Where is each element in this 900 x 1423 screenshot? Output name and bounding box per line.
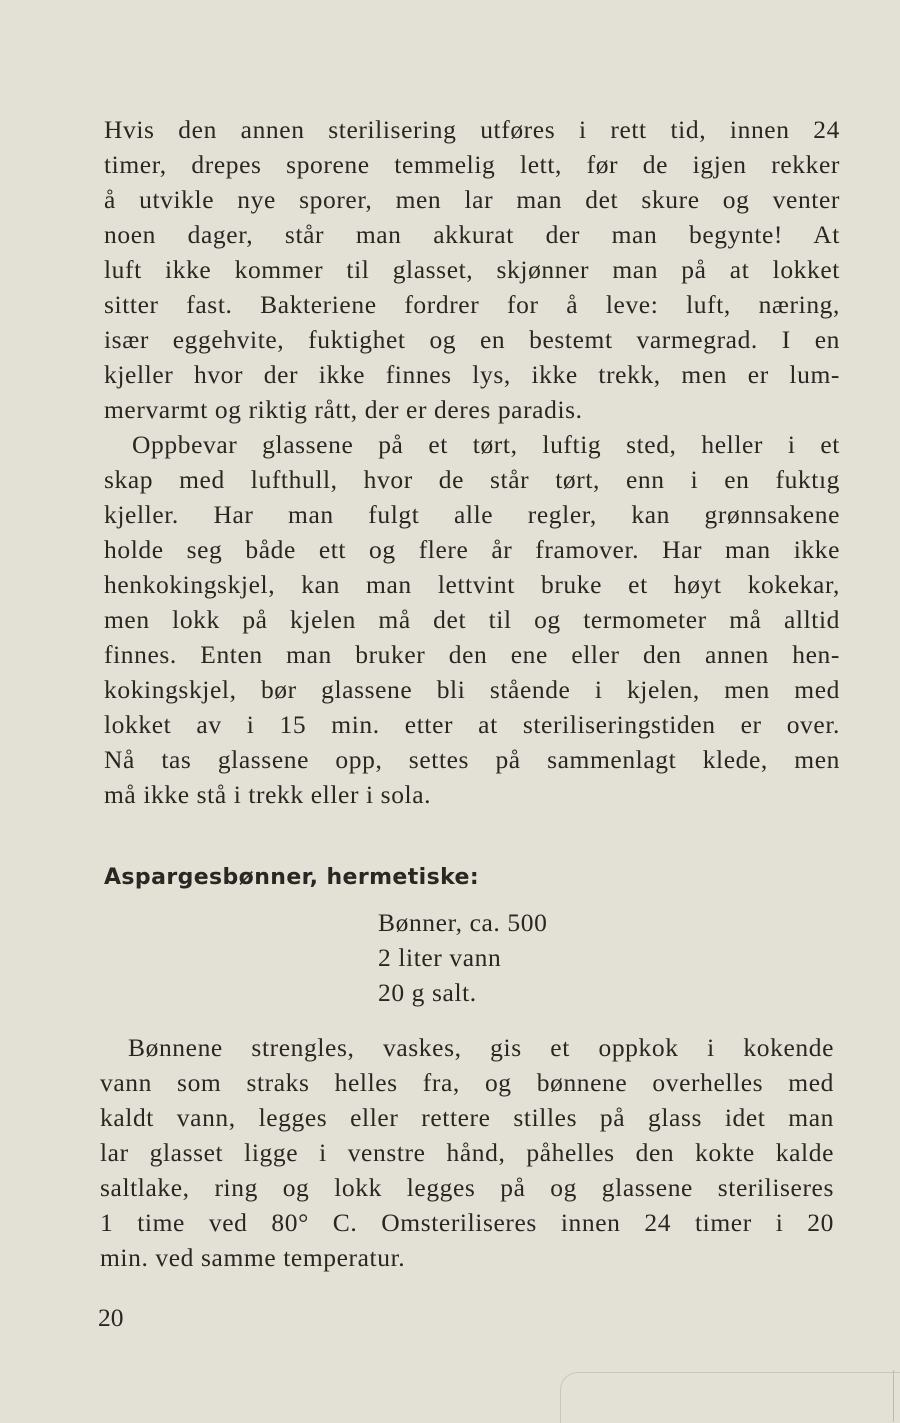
text-line: timer, drepes sporene temmelig lett, før de igjen rekker <box>104 150 840 179</box>
text-line: men lokk på kjelen må det til og termometer må alltid <box>104 605 840 634</box>
text-line: kokingskjel, bør glassene bli stående i kjelen, men med <box>104 675 840 704</box>
ingredient-item: 20 g salt. <box>378 978 477 1007</box>
text-line: skap med lufthull, hvor de står tørt, enn i en fuktıg <box>104 465 840 494</box>
text-line: holde seg både ett og flere år framover. Har man ikke <box>104 535 840 564</box>
text-line: må ikke stå i trekk eller i sola. <box>104 780 432 809</box>
text-line: mervarmt og riktig rått, der er deres paradis. <box>104 395 583 424</box>
text-line: sitter fast. Bakteriene fordrer for å leve: luft, næring, <box>104 290 840 319</box>
paragraph-storage <box>104 427 840 812</box>
text-line: luft ikke kommer til glasset, skjønner man på at lokket <box>104 255 840 284</box>
text-line: Hvis den annen sterilisering utføres i rett tid, innen 24 <box>104 115 840 144</box>
text-line: vann som straks helles fra, og bønnene overhelles med <box>100 1068 834 1097</box>
text-line: kaldt vann, legges eller rettere stilles på glass idet man <box>100 1103 834 1132</box>
text-line: lar glasset ligge i venstre hånd, påhelles den kokte kalde <box>100 1138 834 1167</box>
text-line: kjeller. Har man fulgt alle regler, kan grønnsakene <box>104 500 840 529</box>
ingredient-item: 2 liter vann <box>378 943 502 972</box>
text-line: Oppbevar glassene på et tørt, luftig sted, heller i et <box>132 430 840 459</box>
text-line: noen dager, står man akkurat der man begynte! At <box>104 220 840 249</box>
page-number: 20 <box>98 1303 124 1332</box>
text-line: lokket av i 15 min. etter at steriliseringstiden er over. <box>104 710 840 739</box>
text-line: min. ved samme temperatur. <box>100 1243 406 1272</box>
text-line: henkokingskjel, kan man lettvint bruke et høyt kokekar, <box>104 570 840 599</box>
ingredient-list <box>378 905 547 1010</box>
paragraph-sterilisation-intro <box>104 112 840 427</box>
text-line: Bønnene strengles, vaskes, gis et oppkok i kokende <box>128 1033 834 1062</box>
text-line: kjeller hvor der ikke finnes lys, ikke trekk, men er lum- <box>104 360 840 389</box>
text-line: saltlake, ring og lokk legges på og glassene steriliseres <box>100 1173 834 1202</box>
text-line: 1 time ved 80° C. Omsteriliseres innen 24 timer i 20 <box>100 1208 834 1237</box>
text-line: især eggehvite, fuktighet og en bestemt varmegrad. I en <box>104 325 840 354</box>
page-edge-shadow <box>560 1372 900 1423</box>
recipe-instructions <box>100 1030 834 1275</box>
text-line: å utvikle nye sporer, men lar man det skure og venter <box>104 185 840 214</box>
ingredient-item: Bønner, ca. 500 <box>378 908 548 937</box>
text-line: Nå tas glassene opp, settes på sammenlagt klede, men <box>104 745 840 774</box>
text-line: finnes. Enten man bruker den ene eller den annen hen- <box>104 640 840 669</box>
page-edge-line <box>893 1370 894 1422</box>
recipe-heading: Aspargesbønner, hermetiske: <box>104 865 480 890</box>
